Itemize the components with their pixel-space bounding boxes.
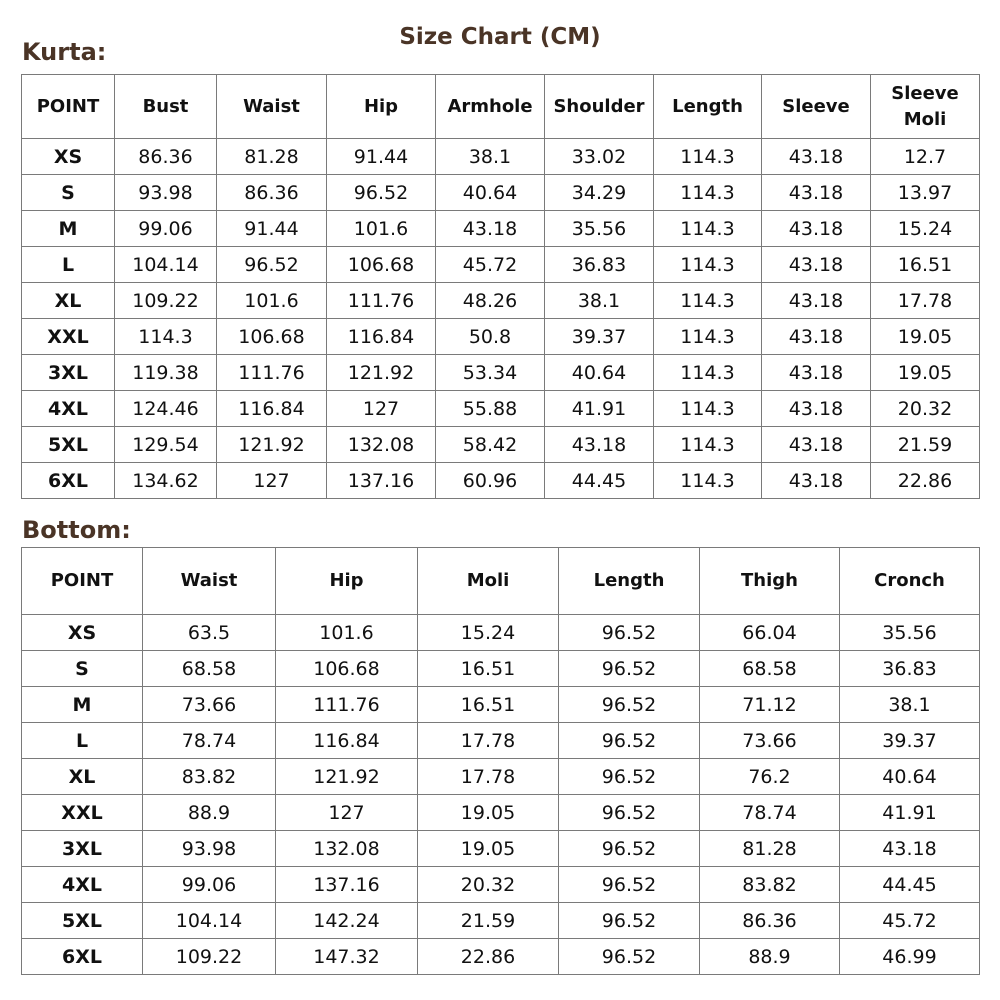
bottom-value-cell: 116.84 bbox=[276, 723, 418, 759]
bottom-value-cell: 83.82 bbox=[143, 759, 276, 795]
kurta-table-row bbox=[22, 175, 980, 211]
kurta-value-cell: 39.37 bbox=[545, 319, 654, 355]
bottom-size-label: 5XL bbox=[22, 903, 143, 939]
kurta-value-cell: 121.92 bbox=[217, 427, 327, 463]
kurta-value-cell: 43.18 bbox=[762, 175, 871, 211]
bottom-value-cell: 96.52 bbox=[559, 759, 700, 795]
bottom-value-cell: 73.66 bbox=[700, 723, 840, 759]
kurta-value-cell: 19.05 bbox=[871, 355, 980, 391]
kurta-value-cell: 35.56 bbox=[545, 211, 654, 247]
bottom-header-point: POINT bbox=[22, 548, 143, 615]
bottom-table-row bbox=[22, 939, 980, 975]
bottom-size-table bbox=[21, 547, 980, 975]
bottom-table-row bbox=[22, 687, 980, 723]
kurta-table-row bbox=[22, 355, 980, 391]
bottom-size-label: XS bbox=[22, 615, 143, 651]
kurta-value-cell: 91.44 bbox=[327, 139, 436, 175]
bottom-table-row bbox=[22, 867, 980, 903]
bottom-table-row bbox=[22, 615, 980, 651]
kurta-value-cell: 109.22 bbox=[115, 283, 217, 319]
kurta-size-label: L bbox=[22, 247, 115, 283]
kurta-table-row bbox=[22, 139, 980, 175]
kurta-value-cell: 36.83 bbox=[545, 247, 654, 283]
bottom-size-label: M bbox=[22, 687, 143, 723]
bottom-size-label: L bbox=[22, 723, 143, 759]
kurta-value-cell: 114.3 bbox=[654, 355, 762, 391]
kurta-size-label: 4XL bbox=[22, 391, 115, 427]
bottom-size-label: XL bbox=[22, 759, 143, 795]
bottom-value-cell: 78.74 bbox=[143, 723, 276, 759]
bottom-header-cronch: Cronch bbox=[840, 548, 980, 615]
bottom-value-cell: 45.72 bbox=[840, 903, 980, 939]
kurta-value-cell: 134.62 bbox=[115, 463, 217, 499]
bottom-table-row bbox=[22, 903, 980, 939]
kurta-table-row bbox=[22, 319, 980, 355]
bottom-value-cell: 19.05 bbox=[418, 795, 559, 831]
kurta-value-cell: 137.16 bbox=[327, 463, 436, 499]
kurta-header-waist: Waist bbox=[217, 75, 327, 139]
kurta-value-cell: 114.3 bbox=[115, 319, 217, 355]
kurta-size-label: XL bbox=[22, 283, 115, 319]
bottom-value-cell: 99.06 bbox=[143, 867, 276, 903]
kurta-header-bust: Bust bbox=[115, 75, 217, 139]
bottom-value-cell: 147.32 bbox=[276, 939, 418, 975]
kurta-value-cell: 114.3 bbox=[654, 391, 762, 427]
bottom-value-cell: 43.18 bbox=[840, 831, 980, 867]
kurta-value-cell: 43.18 bbox=[762, 391, 871, 427]
kurta-value-cell: 40.64 bbox=[436, 175, 545, 211]
bottom-value-cell: 142.24 bbox=[276, 903, 418, 939]
kurta-table-row bbox=[22, 283, 980, 319]
kurta-value-cell: 111.76 bbox=[327, 283, 436, 319]
bottom-size-label: 3XL bbox=[22, 831, 143, 867]
bottom-value-cell: 96.52 bbox=[559, 795, 700, 831]
kurta-value-cell: 114.3 bbox=[654, 139, 762, 175]
kurta-value-cell: 81.28 bbox=[217, 139, 327, 175]
kurta-value-cell: 86.36 bbox=[115, 139, 217, 175]
bottom-size-label: 4XL bbox=[22, 867, 143, 903]
kurta-table-row bbox=[22, 247, 980, 283]
kurta-header-shoulder: Shoulder bbox=[545, 75, 654, 139]
kurta-value-cell: 129.54 bbox=[115, 427, 217, 463]
bottom-value-cell: 93.98 bbox=[143, 831, 276, 867]
kurta-header-armhole: Armhole bbox=[436, 75, 545, 139]
kurta-value-cell: 116.84 bbox=[327, 319, 436, 355]
bottom-value-cell: 96.52 bbox=[559, 687, 700, 723]
bottom-value-cell: 35.56 bbox=[840, 615, 980, 651]
kurta-header-hip: Hip bbox=[327, 75, 436, 139]
bottom-value-cell: 44.45 bbox=[840, 867, 980, 903]
kurta-value-cell: 43.18 bbox=[762, 427, 871, 463]
bottom-value-cell: 68.58 bbox=[143, 651, 276, 687]
bottom-value-cell: 66.04 bbox=[700, 615, 840, 651]
bottom-table-row bbox=[22, 759, 980, 795]
kurta-value-cell: 99.06 bbox=[115, 211, 217, 247]
bottom-section-title: Bottom: bbox=[22, 516, 131, 544]
bottom-header-waist: Waist bbox=[143, 548, 276, 615]
bottom-value-cell: 15.24 bbox=[418, 615, 559, 651]
bottom-value-cell: 137.16 bbox=[276, 867, 418, 903]
kurta-value-cell: 43.18 bbox=[762, 247, 871, 283]
kurta-value-cell: 106.68 bbox=[217, 319, 327, 355]
kurta-value-cell: 121.92 bbox=[327, 355, 436, 391]
bottom-table-row bbox=[22, 831, 980, 867]
kurta-value-cell: 104.14 bbox=[115, 247, 217, 283]
bottom-value-cell: 88.9 bbox=[700, 939, 840, 975]
kurta-value-cell: 16.51 bbox=[871, 247, 980, 283]
kurta-value-cell: 114.3 bbox=[654, 175, 762, 211]
kurta-value-cell: 114.3 bbox=[654, 247, 762, 283]
bottom-value-cell: 96.52 bbox=[559, 615, 700, 651]
kurta-header-point: POINT bbox=[22, 75, 115, 139]
kurta-value-cell: 22.86 bbox=[871, 463, 980, 499]
kurta-size-label: 3XL bbox=[22, 355, 115, 391]
kurta-value-cell: 106.68 bbox=[327, 247, 436, 283]
kurta-size-label: XXL bbox=[22, 319, 115, 355]
kurta-value-cell: 114.3 bbox=[654, 427, 762, 463]
bottom-value-cell: 16.51 bbox=[418, 687, 559, 723]
bottom-value-cell: 81.28 bbox=[700, 831, 840, 867]
kurta-value-cell: 43.18 bbox=[762, 283, 871, 319]
bottom-size-label: XXL bbox=[22, 795, 143, 831]
bottom-value-cell: 96.52 bbox=[559, 831, 700, 867]
kurta-value-cell: 43.18 bbox=[762, 211, 871, 247]
kurta-table-row bbox=[22, 391, 980, 427]
kurta-value-cell: 33.02 bbox=[545, 139, 654, 175]
bottom-value-cell: 109.22 bbox=[143, 939, 276, 975]
bottom-value-cell: 17.78 bbox=[418, 723, 559, 759]
kurta-value-cell: 13.97 bbox=[871, 175, 980, 211]
bottom-value-cell: 16.51 bbox=[418, 651, 559, 687]
kurta-value-cell: 101.6 bbox=[327, 211, 436, 247]
kurta-table-row bbox=[22, 463, 980, 499]
kurta-value-cell: 19.05 bbox=[871, 319, 980, 355]
kurta-size-label: 5XL bbox=[22, 427, 115, 463]
kurta-value-cell: 114.3 bbox=[654, 211, 762, 247]
kurta-size-label: XS bbox=[22, 139, 115, 175]
bottom-size-label: S bbox=[22, 651, 143, 687]
kurta-value-cell: 43.18 bbox=[762, 463, 871, 499]
bottom-value-cell: 104.14 bbox=[143, 903, 276, 939]
bottom-value-cell: 36.83 bbox=[840, 651, 980, 687]
bottom-value-cell: 96.52 bbox=[559, 939, 700, 975]
kurta-value-cell: 43.18 bbox=[762, 355, 871, 391]
bottom-value-cell: 96.52 bbox=[559, 903, 700, 939]
kurta-value-cell: 44.45 bbox=[545, 463, 654, 499]
bottom-value-cell: 68.58 bbox=[700, 651, 840, 687]
bottom-value-cell: 73.66 bbox=[143, 687, 276, 723]
bottom-value-cell: 63.5 bbox=[143, 615, 276, 651]
kurta-value-cell: 40.64 bbox=[545, 355, 654, 391]
kurta-value-cell: 17.78 bbox=[871, 283, 980, 319]
bottom-value-cell: 96.52 bbox=[559, 723, 700, 759]
bottom-value-cell: 71.12 bbox=[700, 687, 840, 723]
kurta-value-cell: 101.6 bbox=[217, 283, 327, 319]
kurta-value-cell: 58.42 bbox=[436, 427, 545, 463]
kurta-value-cell: 20.32 bbox=[871, 391, 980, 427]
kurta-value-cell: 43.18 bbox=[545, 427, 654, 463]
bottom-value-cell: 22.86 bbox=[418, 939, 559, 975]
kurta-header-sleeve: Sleeve bbox=[762, 75, 871, 139]
bottom-value-cell: 121.92 bbox=[276, 759, 418, 795]
kurta-value-cell: 114.3 bbox=[654, 463, 762, 499]
kurta-header-row bbox=[22, 75, 980, 139]
bottom-header-thigh: Thigh bbox=[700, 548, 840, 615]
bottom-table-row bbox=[22, 651, 980, 687]
bottom-value-cell: 39.37 bbox=[840, 723, 980, 759]
kurta-value-cell: 38.1 bbox=[545, 283, 654, 319]
bottom-value-cell: 21.59 bbox=[418, 903, 559, 939]
kurta-value-cell: 124.46 bbox=[115, 391, 217, 427]
kurta-table-row bbox=[22, 211, 980, 247]
bottom-value-cell: 41.91 bbox=[840, 795, 980, 831]
bottom-table-row bbox=[22, 723, 980, 759]
kurta-value-cell: 96.52 bbox=[217, 247, 327, 283]
bottom-header-moli: Moli bbox=[418, 548, 559, 615]
kurta-value-cell: 86.36 bbox=[217, 175, 327, 211]
kurta-size-label: M bbox=[22, 211, 115, 247]
bottom-header-length: Length bbox=[559, 548, 700, 615]
kurta-value-cell: 43.18 bbox=[762, 139, 871, 175]
bottom-value-cell: 83.82 bbox=[700, 867, 840, 903]
bottom-value-cell: 19.05 bbox=[418, 831, 559, 867]
bottom-header-hip: Hip bbox=[276, 548, 418, 615]
kurta-header-sleeve-moli: Sleeve Moli bbox=[871, 75, 980, 139]
bottom-value-cell: 78.74 bbox=[700, 795, 840, 831]
kurta-value-cell: 53.34 bbox=[436, 355, 545, 391]
kurta-value-cell: 96.52 bbox=[327, 175, 436, 211]
bottom-value-cell: 127 bbox=[276, 795, 418, 831]
kurta-value-cell: 41.91 bbox=[545, 391, 654, 427]
kurta-size-table bbox=[21, 74, 980, 499]
bottom-value-cell: 20.32 bbox=[418, 867, 559, 903]
kurta-value-cell: 48.26 bbox=[436, 283, 545, 319]
kurta-value-cell: 127 bbox=[327, 391, 436, 427]
kurta-value-cell: 60.96 bbox=[436, 463, 545, 499]
bottom-value-cell: 88.9 bbox=[143, 795, 276, 831]
kurta-value-cell: 15.24 bbox=[871, 211, 980, 247]
kurta-value-cell: 114.3 bbox=[654, 319, 762, 355]
kurta-value-cell: 43.18 bbox=[436, 211, 545, 247]
kurta-table-row bbox=[22, 427, 980, 463]
bottom-value-cell: 46.99 bbox=[840, 939, 980, 975]
bottom-header-row bbox=[22, 548, 980, 615]
kurta-value-cell: 114.3 bbox=[654, 283, 762, 319]
kurta-value-cell: 21.59 bbox=[871, 427, 980, 463]
kurta-value-cell: 38.1 bbox=[436, 139, 545, 175]
bottom-value-cell: 96.52 bbox=[559, 651, 700, 687]
kurta-value-cell: 50.8 bbox=[436, 319, 545, 355]
kurta-value-cell: 127 bbox=[217, 463, 327, 499]
kurta-value-cell: 43.18 bbox=[762, 319, 871, 355]
bottom-size-label: 6XL bbox=[22, 939, 143, 975]
kurta-value-cell: 111.76 bbox=[217, 355, 327, 391]
kurta-value-cell: 45.72 bbox=[436, 247, 545, 283]
bottom-value-cell: 38.1 bbox=[840, 687, 980, 723]
kurta-value-cell: 93.98 bbox=[115, 175, 217, 211]
bottom-value-cell: 17.78 bbox=[418, 759, 559, 795]
kurta-value-cell: 116.84 bbox=[217, 391, 327, 427]
bottom-value-cell: 96.52 bbox=[559, 867, 700, 903]
kurta-value-cell: 34.29 bbox=[545, 175, 654, 211]
bottom-value-cell: 86.36 bbox=[700, 903, 840, 939]
bottom-value-cell: 106.68 bbox=[276, 651, 418, 687]
kurta-value-cell: 91.44 bbox=[217, 211, 327, 247]
bottom-value-cell: 132.08 bbox=[276, 831, 418, 867]
bottom-value-cell: 76.2 bbox=[700, 759, 840, 795]
kurta-value-cell: 12.7 bbox=[871, 139, 980, 175]
kurta-section-title: Kurta: bbox=[22, 38, 107, 66]
kurta-value-cell: 132.08 bbox=[327, 427, 436, 463]
bottom-value-cell: 101.6 bbox=[276, 615, 418, 651]
kurta-value-cell: 119.38 bbox=[115, 355, 217, 391]
kurta-size-label: S bbox=[22, 175, 115, 211]
kurta-size-label: 6XL bbox=[22, 463, 115, 499]
bottom-value-cell: 40.64 bbox=[840, 759, 980, 795]
kurta-value-cell: 55.88 bbox=[436, 391, 545, 427]
page-title: Size Chart (CM) bbox=[399, 24, 601, 50]
bottom-value-cell: 111.76 bbox=[276, 687, 418, 723]
kurta-header-length: Length bbox=[654, 75, 762, 139]
bottom-table-row bbox=[22, 795, 980, 831]
